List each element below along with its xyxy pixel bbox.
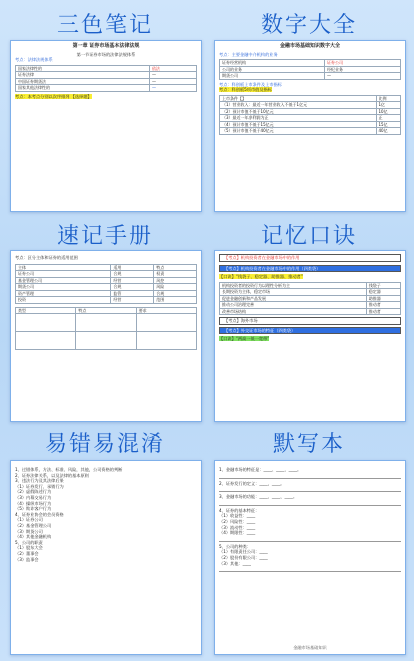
- card2-key-point-2: 考点：科创板上市条件及上市指标: [219, 81, 282, 87]
- card3-cell: 证券公司: [16, 271, 111, 278]
- card3-heading: 考点：区分主体和证券的适用范围: [15, 255, 78, 260]
- card3-cell: 风险: [154, 284, 197, 291]
- card2-list-value: 15亿: [376, 121, 401, 128]
- card5-item: 1、过错体系，方法、标准、风险，其他，公司资格的判断: [15, 467, 123, 472]
- card3-cell: 合规: [154, 290, 197, 297]
- card2-row: 期货公司: [220, 73, 325, 80]
- card6-blank-line: [219, 488, 401, 492]
- card3-cell: 合规: [111, 284, 154, 291]
- card4-box-4: 【考点】海外市场: [219, 317, 401, 325]
- card5-item: （2）虚假陈述行为: [15, 489, 52, 495]
- card1-heading: 第一章 证券市场基本法律法规: [72, 43, 140, 49]
- card3-col: 主体: [16, 264, 111, 271]
- card6-blank-line: [219, 502, 401, 506]
- card4-box-2: 【考点】机构投资者在金融市场中的作用（四类袋）: [219, 265, 401, 273]
- card3-cell: 期货公司: [16, 284, 111, 291]
- card5-item: （3）内幕交易行为: [15, 494, 52, 500]
- card6-blank-line: [219, 568, 401, 572]
- card2-list-item: （2）预计市值不低于10亿元: [220, 108, 377, 115]
- title-dictation-book: 默写本: [272, 432, 345, 457]
- card2-list: [219, 95, 401, 135]
- card2-list-item: （1）营业收入：最近一年营业收入不低于1亿元: [220, 102, 377, 109]
- card6-item: 3、金融市场的功能：____、____、____。: [219, 494, 298, 500]
- card3-cell: 经营: [111, 277, 154, 284]
- card2-table: [219, 59, 401, 80]
- card2-list-header: 上市条件【】: [220, 95, 377, 102]
- card4-row: 机构投资者的投资行为以理性分析为主: [220, 282, 367, 289]
- card4-box-1: 【考点】机构投资者在金融市场中的作用: [219, 254, 401, 262]
- card2-list-header: 比例: [376, 95, 401, 102]
- card1-subheading: 第一节证券市场的法律法规体系: [76, 51, 136, 57]
- card3-cell: 风控: [154, 277, 197, 284]
- card6-item: 1、金融市场的特征是：____、____、____。: [219, 467, 302, 472]
- card4-row: 长期投资为主体，稳定市场: [220, 289, 367, 296]
- card5-item: （1）股东大会: [15, 545, 43, 551]
- card4-key: 推动者: [366, 302, 400, 309]
- card-three-color-notes: [10, 40, 202, 212]
- card2-row: 证券公司: [324, 60, 400, 67]
- card2-cell: —: [324, 73, 400, 80]
- card6-blank-line: [219, 538, 401, 542]
- card1-key-point: 考点：法律法规体系: [15, 57, 53, 63]
- title-quick-notes: 速记手册: [56, 224, 153, 249]
- card5-item: 3、违法行为及其法律后果: [15, 478, 64, 484]
- card2-row: 公司的业务: [220, 66, 325, 73]
- card5-item: （3）期货公司: [15, 528, 43, 534]
- card5-item: （4）操纵市场行为: [15, 500, 52, 506]
- card3-cell: [76, 314, 136, 332]
- card3-col2: 特点: [76, 307, 136, 314]
- card2-list-value: 10亿: [376, 108, 401, 115]
- card2-row: 证券经营机构: [220, 60, 325, 67]
- card3-cell: 投资: [16, 297, 111, 304]
- card-confusable-points: [10, 460, 202, 655]
- card5-item: 5、公司的职责: [15, 539, 43, 545]
- card6-item: 4、证券的基本特征：: [219, 507, 260, 513]
- card1-row: 国家法律性的: [16, 65, 150, 72]
- card1-row: 国家其他法律性的: [16, 85, 150, 92]
- card6-item: 5、公司的种类：: [219, 543, 251, 549]
- card3-cell: [16, 314, 76, 332]
- card1-row: 证券法律: [16, 72, 150, 79]
- card3-cell: 经营: [111, 297, 154, 304]
- card3-table-2: [15, 307, 197, 351]
- card6-item: （1）收益性：____: [219, 513, 256, 519]
- card1-cell: —: [149, 78, 196, 85]
- title-memory-formula: 记忆口诀: [260, 224, 357, 249]
- card3-cell: 资产管理: [16, 290, 111, 297]
- title-numbers-collection: 数字大全: [260, 13, 357, 38]
- card5-item: （1）证券公司: [15, 517, 43, 523]
- card-memory-formula: [214, 250, 406, 422]
- card6-footer: 金融市场基础知识: [293, 645, 327, 651]
- card2-list-item: （5）预计市值不低于40亿元: [220, 128, 377, 135]
- card3-cell: 监管: [111, 290, 154, 297]
- card5-item: （4）其他金融机构: [15, 534, 52, 540]
- card3-cell: 合规: [111, 271, 154, 278]
- card3-cell: [16, 332, 76, 350]
- card5-item: （1）证券发行、承销行为: [15, 483, 64, 489]
- card2-list-value: 1亿: [376, 102, 401, 109]
- card3-cell: [76, 332, 136, 350]
- card6-blank-line: [219, 475, 401, 479]
- card5-item: （3）监事会: [15, 556, 39, 562]
- card6-item: （3）流动性：____: [219, 524, 256, 530]
- card3-cell: 权责: [154, 271, 197, 278]
- title-three-color-notes: 三色笔记: [56, 13, 153, 38]
- card3-col2: 类型: [16, 307, 76, 314]
- card1-row: 中国证券期货法: [16, 78, 150, 85]
- card2-list-item: （4）预计市值不低于15亿元: [220, 121, 377, 128]
- title-confusable-points: 易错易混淆: [44, 432, 165, 457]
- card4-row: 促进金融创新和产品发展: [220, 295, 367, 302]
- card4-box-5: 【考点】外交证市场的特征（四类袋）: [219, 327, 401, 335]
- card5-item: （2）董事会: [15, 550, 39, 556]
- card-dictation-book: [214, 460, 406, 655]
- card2-row: 经纪业务: [324, 66, 400, 73]
- card1-red-note: 依法: [149, 65, 196, 72]
- card2-list-value: 40亿: [376, 128, 401, 135]
- card3-col: 特点: [154, 264, 197, 271]
- card6-item: （2）股份有限公司：____: [219, 554, 268, 560]
- card5-item: （5）欺诈客户行为: [15, 506, 52, 512]
- card4-key: 推动者: [366, 308, 400, 315]
- card2-list-value: 正: [376, 115, 401, 122]
- card4-formula-2: 【口诀】“两高一低一宽带”: [219, 336, 270, 342]
- card4-row: 推动公司治理完善: [220, 302, 367, 309]
- card4-key: 助推器: [366, 295, 400, 302]
- card4-key: 钱袋子: [366, 282, 400, 289]
- card2-list-item: （3）最近一年净利润为正: [220, 115, 377, 122]
- card1-note: 考点：本考点分别以次序排列 【选择题】: [15, 93, 92, 99]
- card4-table: [219, 282, 401, 316]
- card4-row: 改善市场结构: [220, 308, 367, 315]
- card6-item: （2）风险性：____: [219, 518, 256, 524]
- card6-item: 2、证券发行的定义：____，____。: [219, 480, 285, 486]
- card1-table: [15, 65, 197, 92]
- card-numbers-collection: [214, 40, 406, 212]
- card3-cell: 范围: [154, 297, 197, 304]
- card2-key-point: 考点：主要金融中介机构的业务: [219, 51, 278, 57]
- card6-item: （1）有限责任公司：____: [219, 549, 268, 555]
- card-quick-notes: [10, 250, 202, 422]
- card1-cell: —: [149, 72, 196, 79]
- card4-key: 稳定器: [366, 289, 400, 296]
- card6-item: （4）期限性：____: [219, 530, 256, 536]
- card5-item: （2）基金管理公司: [15, 522, 52, 528]
- card1-blue-note: —: [149, 85, 196, 92]
- card4-formula: 【口诀】“钱袋子、稳定器、助推器、推动者”: [219, 274, 303, 280]
- card5-item: 4、证券业协会的会员资格: [15, 511, 64, 517]
- card3-cell: [136, 332, 196, 350]
- card3-col2: 要求: [136, 307, 196, 314]
- card5-item: 2、证券法律关系，以及法律的基本原则: [15, 472, 89, 478]
- card3-cell: [136, 314, 196, 332]
- card3-table: [15, 264, 197, 304]
- card6-item: （3）其他：____: [219, 560, 251, 566]
- card2-highlight: 考点：科创板5项市值及指标: [219, 87, 272, 93]
- card3-cell: 基金管理公司: [16, 277, 111, 284]
- card2-heading: 金融市场基础知识数字大全: [279, 43, 340, 49]
- card3-col: 适用: [111, 264, 154, 271]
